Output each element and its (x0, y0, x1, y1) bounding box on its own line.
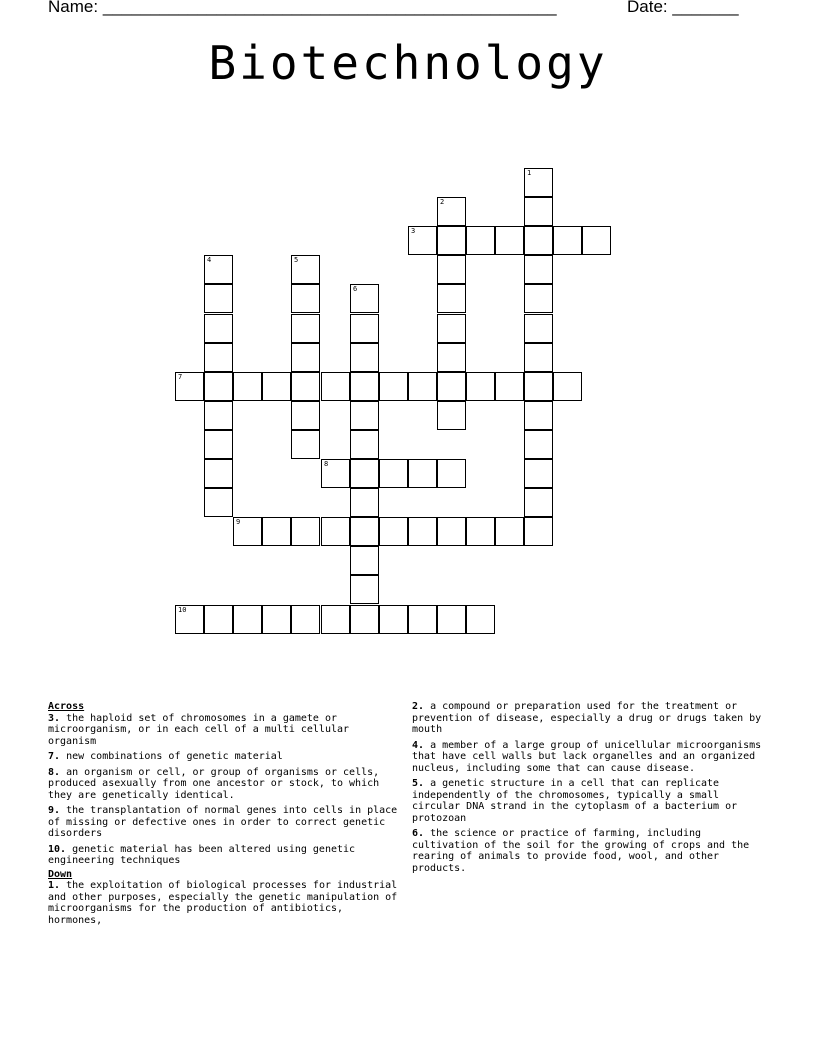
grid-cell[interactable] (466, 517, 495, 546)
grid-cell[interactable] (524, 459, 553, 488)
grid-cell[interactable] (291, 430, 320, 459)
grid-cell[interactable] (524, 430, 553, 459)
clue-number: 1 (527, 169, 532, 177)
clue-number: 10 (178, 606, 187, 614)
grid-cell[interactable] (524, 314, 553, 343)
grid-cell[interactable] (262, 605, 291, 634)
down-heading: Down (48, 868, 73, 880)
grid-cell[interactable] (350, 488, 379, 517)
grid-cell[interactable] (524, 517, 553, 546)
grid-cell[interactable] (379, 517, 408, 546)
grid-cell[interactable] (204, 605, 233, 634)
grid-cell[interactable] (291, 605, 320, 634)
grid-cell[interactable] (379, 459, 408, 488)
across-heading: Across (48, 701, 85, 712)
grid-cell[interactable] (350, 459, 379, 488)
name-blank: ________________________________________________ (102, 0, 557, 16)
grid-cell[interactable] (524, 401, 553, 430)
date-blank: _______ (672, 0, 739, 16)
grid-cell[interactable] (350, 517, 379, 546)
grid-cell[interactable] (408, 372, 437, 401)
grid-cell[interactable] (466, 372, 495, 401)
grid-cell[interactable] (291, 401, 320, 430)
grid-cell[interactable] (408, 605, 437, 634)
clues-left-column (48, 701, 400, 930)
grid-cell[interactable] (204, 401, 233, 430)
page-title: Biotechnology (208, 36, 608, 90)
grid-cell[interactable] (233, 517, 262, 546)
grid-cell[interactable] (350, 372, 379, 401)
clue-number: 5 (294, 256, 299, 264)
grid-cell[interactable] (379, 372, 408, 401)
clue-down-1: 1. the exploitation of biological processes for industrial and other purposes, especially the genetic manipulation of microorganisms for the production of antibiotics, hormones, (48, 880, 398, 926)
grid-cell[interactable] (524, 343, 553, 372)
clue-across-9: 9. the transplantation of normal genes into cells in place of missing or defective ones in order to correct genetic disorders (48, 805, 398, 839)
grid-cell[interactable] (204, 430, 233, 459)
grid-cell[interactable] (350, 284, 379, 313)
grid-cell[interactable] (495, 226, 524, 255)
clue-across-3: 3. the haploid set of chromosomes in a gamete or microorganism, or in each cell of a multi cellular organism (48, 712, 350, 747)
grid-cell[interactable] (524, 226, 553, 255)
grid-cell[interactable] (437, 197, 466, 226)
grid-cell[interactable] (437, 343, 466, 372)
grid-cell[interactable] (350, 314, 379, 343)
grid-cell[interactable] (466, 226, 495, 255)
grid-cell[interactable] (437, 372, 466, 401)
grid-cell[interactable] (437, 517, 466, 546)
date-label: Date: (627, 0, 668, 16)
grid-cell[interactable] (204, 314, 233, 343)
clue-across-10: 10. genetic material has been altered using genetic engineering techniques (48, 843, 356, 866)
grid-cell[interactable] (175, 372, 204, 401)
grid-cell[interactable] (466, 605, 495, 634)
grid-cell[interactable] (321, 459, 350, 488)
grid-cell[interactable] (495, 517, 524, 546)
grid-cell[interactable] (379, 605, 408, 634)
grid-cell[interactable] (437, 605, 466, 634)
grid-cell[interactable] (437, 255, 466, 284)
grid-cell[interactable] (291, 255, 320, 284)
grid-cell[interactable] (350, 575, 379, 604)
grid-cell[interactable] (524, 168, 553, 197)
grid-cell[interactable] (291, 517, 320, 546)
grid-cell[interactable] (582, 226, 611, 255)
clue-across-8: 8. an organism or cell, or group of organisms or cells, produced asexually from one ancestor or stock, to which they are genetically identical. (48, 766, 380, 801)
grid-cell[interactable] (408, 459, 437, 488)
grid-cell[interactable] (204, 284, 233, 313)
clue-across-7: 7. new combinations of genetic material (48, 751, 283, 762)
grid-cell[interactable] (350, 343, 379, 372)
grid-cell[interactable] (262, 372, 291, 401)
grid-cell[interactable] (204, 343, 233, 372)
grid-cell[interactable] (495, 372, 524, 401)
grid-cell[interactable] (350, 546, 379, 575)
grid-cell[interactable] (291, 372, 320, 401)
grid-cell[interactable] (437, 314, 466, 343)
grid-cell[interactable] (204, 488, 233, 517)
grid-cell[interactable] (437, 459, 466, 488)
grid-cell[interactable] (408, 226, 437, 255)
clue-number: 7 (178, 373, 183, 381)
name-label: Name: (48, 0, 99, 16)
grid-cell[interactable] (437, 284, 466, 313)
clue-down-2: 2. a compound or preparation used for the treatment or prevention of disease, especially a drug or drugs taken by mouth (412, 701, 762, 735)
grid-cell[interactable] (437, 401, 466, 430)
clue-number: 2 (440, 198, 445, 206)
grid-cell[interactable] (553, 226, 582, 255)
clue-down-6: 6. the science or practice of farming, including cultivation of the soil for the growing of crops and the rearing of animals to provide food, wool, and other products. (412, 828, 750, 874)
grid-cell[interactable] (524, 488, 553, 517)
grid-cell[interactable] (175, 605, 204, 634)
clues-right-column (412, 701, 768, 878)
grid-cell[interactable] (204, 255, 233, 284)
grid-cell[interactable] (524, 284, 553, 313)
grid-cell[interactable] (350, 605, 379, 634)
grid-cell[interactable] (291, 343, 320, 372)
grid-cell[interactable] (233, 605, 262, 634)
grid-cell[interactable] (321, 372, 350, 401)
clue-down-5: 5. a genetic structure in a cell that can replicate independently of the chromosomes, typically a small circular DNA strand in the cytoplasm of a bacterium or protozoan (412, 778, 738, 824)
grid-cell[interactable] (262, 517, 291, 546)
grid-cell[interactable] (204, 459, 233, 488)
grid-cell[interactable] (233, 372, 262, 401)
grid-cell[interactable] (524, 197, 553, 226)
grid-cell[interactable] (350, 401, 379, 430)
grid-cell[interactable] (204, 372, 233, 401)
clue-number: 9 (236, 518, 241, 526)
clue-number: 3 (411, 227, 416, 235)
grid-cell[interactable] (350, 430, 379, 459)
grid-cell[interactable] (437, 226, 466, 255)
clue-number: 8 (324, 460, 329, 468)
grid-cell[interactable] (321, 605, 350, 634)
grid-cell[interactable] (321, 517, 350, 546)
clue-down-4: 4. a member of a large group of unicellular microorganisms that have cell walls but lack organelles and an organized nucleus, including some that can cause disease. (412, 739, 762, 774)
grid-cell[interactable] (408, 517, 437, 546)
grid-cell[interactable] (524, 372, 553, 401)
grid-cell[interactable] (291, 314, 320, 343)
grid-cell[interactable] (291, 284, 320, 313)
clue-number: 4 (207, 256, 212, 264)
grid-cell[interactable] (553, 372, 582, 401)
grid-cell[interactable] (524, 255, 553, 284)
clue-number: 6 (353, 285, 358, 293)
